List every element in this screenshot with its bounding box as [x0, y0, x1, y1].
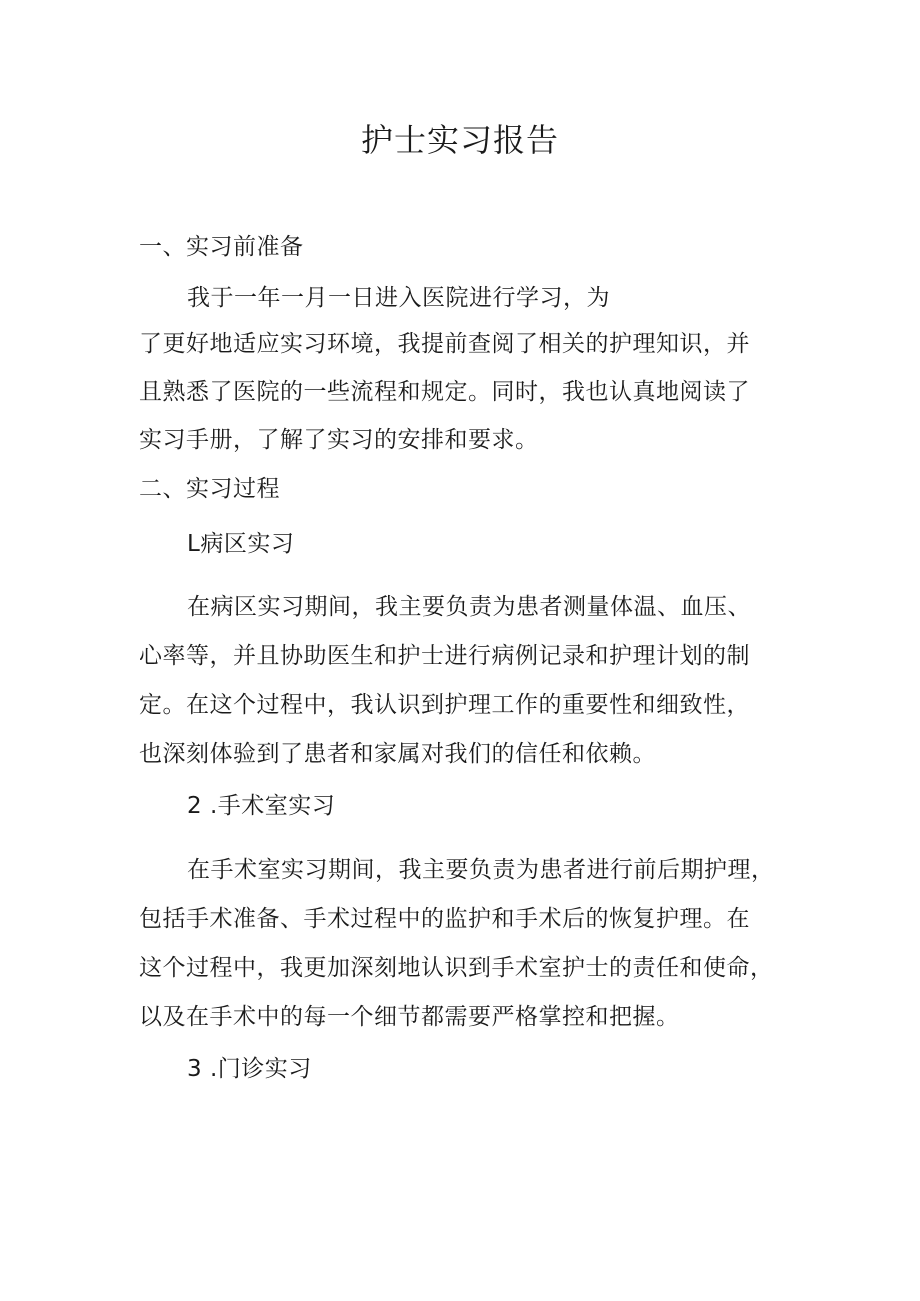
paragraph-line: 且熟悉了医院的一些流程和规定。同时，我也认真地阅读了: [139, 379, 750, 405]
paragraph-line: 了更好地适应实习环境，我提前查阅了相关的护理知识，并: [139, 331, 750, 357]
subsection-heading-outpatient: 3 .门诊实习: [187, 1056, 312, 1082]
paragraph-line: 我于一年一月一日进入医院进行学习，为: [187, 285, 610, 311]
paragraph-line: 也深刻体验到了患者和家属对我们的信任和依赖。: [139, 741, 656, 767]
paragraph-line: 定。在这个过程中，我认识到护理工作的重要性和细致性，: [139, 692, 750, 718]
paragraph-line: 以及在手术中的每一个细节都需要严格掌控和把握。: [139, 1004, 680, 1030]
section-heading-preparation: 一、实习前准备: [139, 234, 304, 260]
paragraph-line: 在手术室实习期间，我主要负责为患者进行前后期护理，: [187, 857, 775, 883]
paragraph-line: 这个过程中，我更加深刻地认识到手术室护士的责任和使命，: [139, 955, 774, 981]
subsection-heading-operating-room: 2 .手术室实习: [187, 793, 336, 819]
section-heading-process: 二、实习过程: [139, 476, 280, 502]
paragraph-line: 心率等，并且协助医生和护士进行病例记录和护理计划的制: [139, 643, 750, 669]
document-title: 护士实习报告: [360, 121, 559, 159]
paragraph-line: 在病区实习期间，我主要负责为患者测量体温、血压、: [187, 594, 751, 620]
subsection-heading-ward: L病区实习: [187, 531, 295, 557]
paragraph-line: 包括手术准备、手术过程中的监护和手术后的恢复护理。在: [139, 906, 750, 932]
paragraph-line: 实习手册，了解了实习的安排和要求。: [139, 427, 539, 453]
